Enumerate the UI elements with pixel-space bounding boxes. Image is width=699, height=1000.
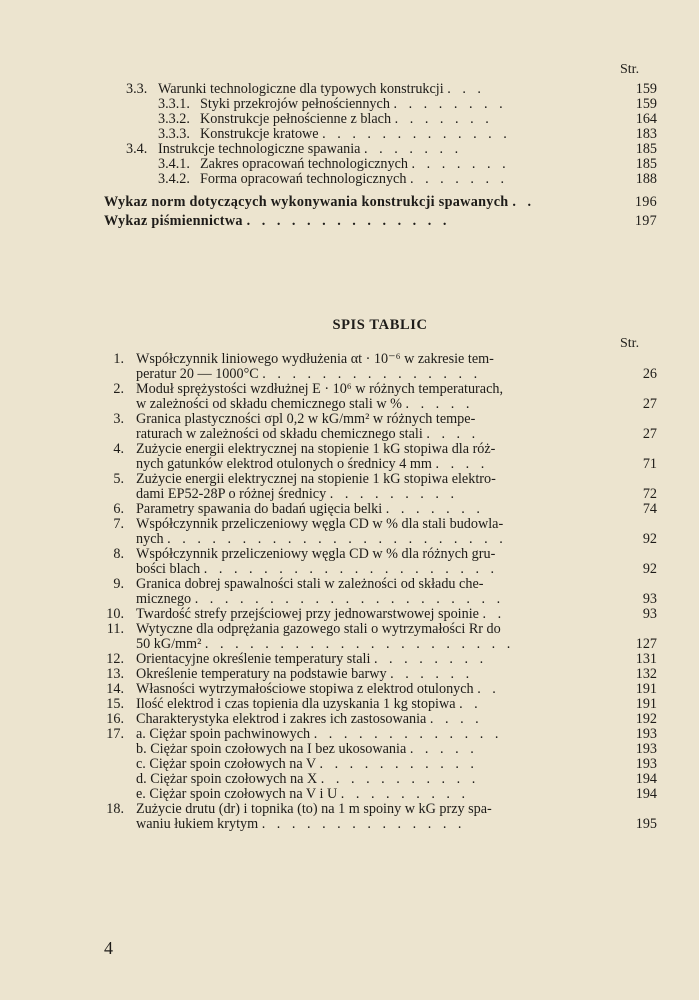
entry-text: Zużycie energii elektrycznej na stopienie 1 kG stopiwa dla róż- [136,441,496,457]
entry-text: Współczynnik przeliczeniowy węgla CD w % dla różnych gru- [136,546,496,562]
entry-number: 15. [106,696,124,712]
entry-number: 18. [106,801,124,817]
entry-page: 193 [635,756,657,772]
entry-text: a. Ciężar spoin pachwinowych . . . . . . . . . . . . . [136,726,503,742]
entry-number: 10. [106,606,124,622]
entry-number: 3.3.1. [158,96,190,112]
entry-text: d. Ciężar spoin czołowych na X . . . . . . . . . . . [136,771,480,787]
entry-number: 6. [113,501,124,517]
entry-text: Wykaz norm dotyczących wykonywania konstrukcji spawanych . . [104,194,535,210]
leader-dots: . . . . . . [390,666,474,682]
entry-text: Konstrukcje pełnościenne z blach . . . . . . . [200,111,493,127]
entry-number: 2. [113,381,124,397]
entry-text-continued: bości blach . . . . . . . . . . . . . . . . . . . . [136,561,499,577]
leader-dots: . . . . . [405,396,474,412]
entry-text-continued: peratur 20 — 1000°C . . . . . . . . . . . . . . . [136,366,482,382]
entry-text: Moduł sprężystości wzdłużnej E · 10⁶ w różnych temperaturach, [136,381,504,397]
entry-text: Styki przekrojów pełnościennych . . . . . . . . [200,96,507,112]
leader-dots: . . . . [435,456,489,472]
entry-page: 193 [635,741,657,757]
entry-page: 185 [635,141,657,157]
entry-number: 9. [113,576,124,592]
entry-number: 3.3. [126,81,148,97]
entry-text: Określenie temperatury na podstawie barwy . . . . . . [136,666,474,682]
entry-number: 17. [106,726,124,742]
entry-text-continued: raturach w zależności od składu chemicznego stali . . . . [136,426,480,442]
entry-page: 131 [635,651,657,667]
entry-page: 92 [642,531,657,547]
leader-dots: . . . . . . . . . . . . . . . [262,366,482,382]
entry-page: 192 [635,711,657,727]
entry-text: Wykaz piśmiennictwa . . . . . . . . . . . . . . [104,213,451,229]
entry-text-continued: w zależności od składu chemicznego stali w % . . . . . [136,396,474,412]
leader-dots: . . . . . . . . . . . . . . . . . . . . . . . [167,531,507,547]
entry-text-continued: waniu łukiem krytym . . . . . . . . . . . . . . [136,816,466,832]
entry-number: 16. [106,711,124,727]
entry-page: 127 [635,636,657,652]
leader-dots: . . . . . . . . . . . . . . [261,816,466,832]
entry-text: b. Ciężar spoin czołowych na I bez ukosowania . . . . . [136,741,478,757]
entry-text: Konstrukcje kratowe . . . . . . . . . . . . . [200,126,511,142]
entry-page: 72 [642,486,657,502]
entry-text: Ilość elektrod i czas topienia dla uzyskania 1 kg stopiwa . . [136,696,482,712]
entry-text: Współczynnik przeliczeniowy węgla CD w % dla stali budowla- [136,516,504,532]
leader-dots: . . . . . [409,741,478,757]
entry-text-continued: micznego . . . . . . . . . . . . . . . . . . . . . [136,591,505,607]
entry-text: Granica plastyczności σpl 0,2 w kG/mm² w różnych tempe- [136,411,476,427]
entry-page: 92 [642,561,657,577]
leader-dots: . . . . . . . . . [329,486,459,502]
entry-number: 13. [106,666,124,682]
entry-page: 196 [634,194,657,210]
leader-dots: . . . . . . . . . . . [319,756,478,772]
leader-dots: . . . . . . . . [373,651,488,667]
leader-dots: . . [477,681,500,697]
entry-number: 4. [113,441,124,457]
entry-number: 8. [113,546,124,562]
entry-page: 197 [634,213,657,229]
entry-text: Zużycie drutu (dr) i topnika (to) na 1 m spoiny w kG przy spa- [136,801,492,817]
entry-text: e. Ciężar spoin czołowych na V i U . . . . . . . . . [136,786,470,802]
entry-number: 3.3.3. [158,126,190,142]
entry-page: 132 [635,666,657,682]
entry-number: 3.4.2. [158,171,190,187]
entry-text: Granica dobrej spawalności stali w zależności od składu che- [136,576,484,592]
entry-number: 1. [113,351,124,367]
entry-page: 195 [635,816,657,832]
entry-text: Zużycie energii elektrycznej na stopienie 1 kG stopiwa elektro- [136,471,496,487]
entry-page: 191 [635,681,657,697]
entry-text-continued: 50 kG/mm² . . . . . . . . . . . . . . . . . . . . . [136,636,515,652]
entry-page: 93 [642,606,657,622]
entry-page: 193 [635,726,657,742]
entry-page: 26 [642,366,657,382]
entry-text: Twardość strefy przejściowej przy jednowarstwowej spoinie . . [136,606,506,622]
leader-dots: . . . . . . . . . . . . . . . . . . . . . [194,591,505,607]
page-column-header: Str. [620,336,640,351]
leader-dots: . . . . . . . [385,501,484,517]
entry-page: 164 [635,111,657,127]
entry-page: 194 [635,771,657,787]
leader-dots: . . . . . . . . . [340,786,470,802]
entry-page: 27 [642,426,657,442]
entry-page: 159 [635,96,657,112]
leader-dots: . . . . . . . . . . . [320,771,480,787]
entry-number: 11. [106,621,124,637]
entry-page: 93 [642,591,657,607]
leader-dots: . . . . [429,711,483,727]
entry-text: Współczynnik liniowego wydłużenia αt · 10⁻⁶ w zakresie tem- [136,351,494,367]
entry-text: Własności wytrzymałościowe stopiwa z elektrod otulonych . . [136,681,500,697]
entry-text: Orientacyjne określenie temperatury stali . . . . . . . . [136,651,488,667]
entry-page: 191 [635,696,657,712]
entry-page: 183 [635,126,657,142]
entry-text-continued: dami EP52-28P o różnej średnicy . . . . . . . . . [136,486,459,502]
section-title: SPIS TABLIC [332,317,428,333]
page-number: 4 [104,938,113,958]
entry-page: 185 [635,156,657,172]
entry-page: 159 [635,81,657,97]
entry-page: 71 [642,456,657,472]
entry-number: 7. [113,516,124,532]
entry-number: 3.4.1. [158,156,190,172]
page-column-header: Str. [620,62,640,77]
entry-text: Warunki technologiczne dla typowych konstrukcji . . . [158,81,485,97]
entry-text: Parametry spawania do badań ugięcia belki . . . . . . . [136,501,484,517]
entry-number: 5. [113,471,124,487]
entry-text: Instrukcje technologiczne spawania . . . . . . . [158,141,463,157]
leader-dots: . . . . . . . . . . . . . . . . . . . . [203,561,499,577]
entry-number: 14. [106,681,124,697]
entry-text-continued: nych gatunków elektrod otulonych o średnicy 4 mm . . . . [136,456,489,472]
entry-number: 3.3.2. [158,111,190,127]
entry-page: 194 [635,786,657,802]
leader-dots: . . . . . . . . . . . . . . . . . . . . . [204,636,515,652]
entry-text: Forma opracowań technologicznych . . . . . . . [200,171,509,187]
leader-dots: . . [482,606,506,622]
entry-text: Wytyczne dla odprężania gazowego stali o wytrzymałości Rr do [136,621,501,637]
entry-number: 3. [113,411,124,427]
leader-dots: . . [459,696,482,712]
entry-text: Zakres opracowań technologicznych . . . . . . . [200,156,510,172]
entry-page: 188 [635,171,657,187]
entry-number: 12. [106,651,124,667]
entry-text: Charakterystyka elektrod i zakres ich zastosowania . . . . [136,711,483,727]
leader-dots: . . . . [426,426,480,442]
entry-text: c. Ciężar spoin czołowych na V . . . . . . . . . . . [136,756,478,772]
entry-page: 74 [642,501,657,517]
entry-page: 27 [642,396,657,412]
entry-text-continued: nych . . . . . . . . . . . . . . . . . . . . . . . [136,531,507,547]
entry-number: 3.4. [126,141,148,157]
leader-dots: . . . . . . . . . . . . . [313,726,503,742]
